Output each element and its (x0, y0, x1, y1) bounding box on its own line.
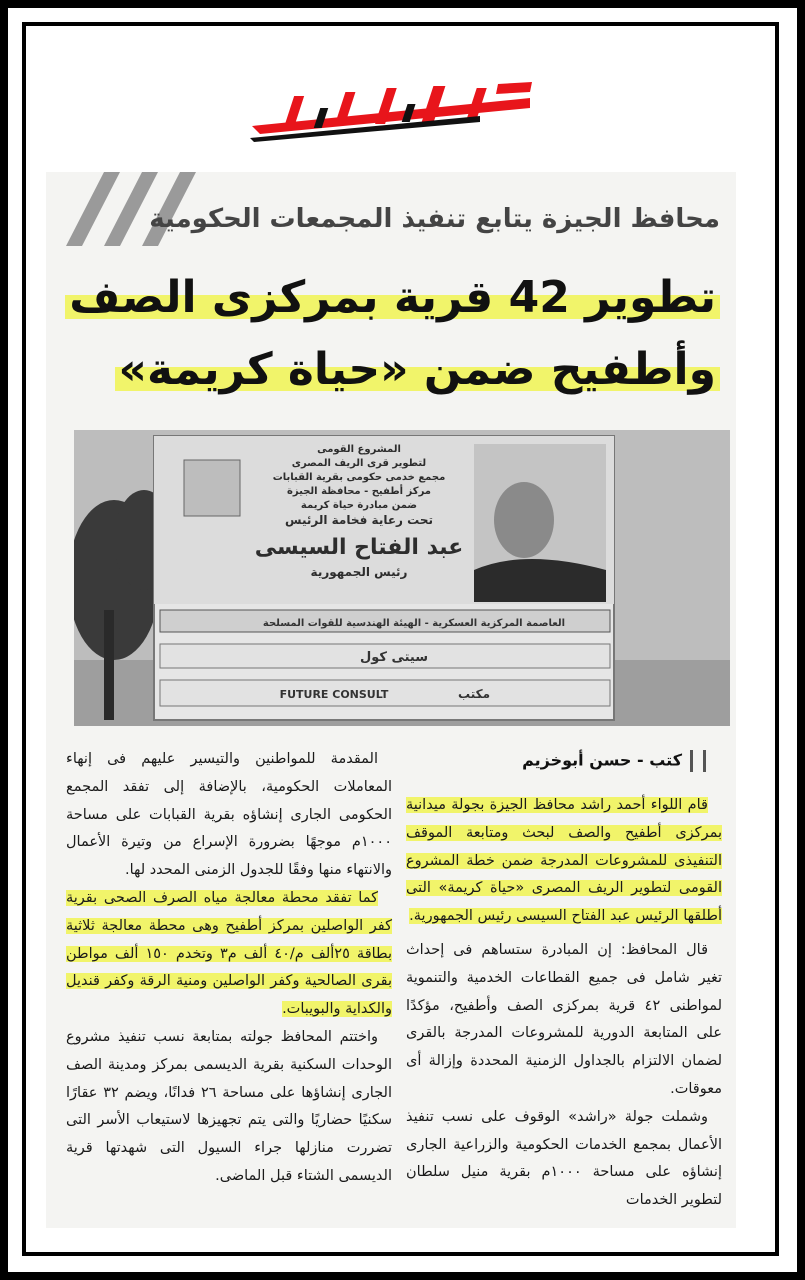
svg-text:تحت رعاية فخامة الرئيس: تحت رعاية فخامة الرئيس (285, 513, 433, 527)
svg-text:مركز أطفيح - محافظة الجيزة: مركز أطفيح - محافظة الجيزة (287, 486, 431, 497)
column-left (66, 746, 392, 1191)
paragraph: وشملت جولة «راشد» الوقوف على نسب تنفيذ الأعمال بمجمع الخدمات الحكومية والزراعية الجارى إنشاؤه على مساحة ١٠٠٠م بقرية منيل سلطان لتطوير الخدمات (406, 1108, 722, 1209)
rosaliyoussef-logo (240, 78, 540, 148)
svg-text:المشروع القومى: المشروع القومى (317, 444, 401, 455)
paragraph: كما تفقد محطة معالجة مياه الصرف الصحى بقرية كفر الواصلين بمركز أطفيح وهى محطة معالجة ثلاثية بطاقة ٢٥ألف م/٤٠ ألف م٣ وتخدم ١٥٠ ألف مواطن بقرى الصالحية وكفر الواصلين ومنية الرقة وكفر قنديل والكداية والبويبات. (66, 889, 392, 1018)
headline-line-2: وأطفيح ضمن «حياة كريمة» (60, 344, 720, 397)
paragraph: واختتم المحافظ جولته بمتابعة نسب تنفيذ مشروع الوحدات السكنية بقرية الديسمى بمركز ومدينة الصف الجارى إنشاؤها على مساحة ٢٦ فدانًا، ويضم ٣٢ عقارًا سكنيًا حضاريًا والتى يتم تجهيزها لاستيعاب الأسر التى تضررت منازلها جراء السيول التى شهدتها قرية الديسمى الشتاء قبل الماضى. (66, 1028, 393, 1184)
byline-bars-icon (690, 750, 706, 772)
headline-line-1: تطوير 42 قرية بمركزى الصف (60, 272, 720, 325)
svg-text:لتطوير قرى الريف المصرى: لتطوير قرى الريف المصرى (291, 458, 427, 469)
paragraph: قام اللواء أحمد راشد محافظ الجيزة بجولة ميدانية بمركزى أطفيح والصف لبحث ومتابعة الموقف التنفيذى للمشروعات المدرجة ضمن خطة المشروع القومى لتطوير الريف المصرى «حياة كريمة» التى أطلقها الرئيس عبد الفتاح السيسى رئيس الجمهورية. (406, 797, 722, 925)
svg-text:رئيس الجمهورية: رئيس الجمهورية (310, 565, 408, 579)
column-right (406, 792, 722, 1215)
svg-text:مجمع خدمى حكومى بقرية القبابات: مجمع خدمى حكومى بقرية القبابات (272, 472, 446, 483)
paragraph: المقدمة للمواطنين والتيسير عليهم فى إنهاء المعاملات الحكومية، بالإضافة إلى تفقد المجمع الحكومى الجارى إنشاؤه بقرية القبابات على مساحة ١٠٠٠م موجهًا بضرورة الإسراع من وتيرة الأعمال والانتهاء منها وفقًا للجدول الزمنى المحدد لها. (66, 751, 392, 879)
article-kicker: محافظ الجيزة يتابع تنفيذ المجمعات الحكومية (149, 204, 720, 234)
svg-text:ضمن مبادرة حياة كريمة: ضمن مبادرة حياة كريمة (300, 500, 418, 511)
sign-band-3: FUTURE CONSULT (279, 688, 389, 701)
sign-band-2: سيتى كول (359, 650, 429, 665)
article (46, 172, 736, 1228)
sign-band-1: العاصمة المركزية العسكرية - الهيئة الهندسية للقوات المسلحة (262, 618, 566, 629)
byline: كتب - حسن أبوخزيم (406, 750, 706, 772)
sign-band-3-ar: مكتب (457, 687, 491, 701)
article-photo (74, 430, 730, 726)
paragraph: قال المحافظ: إن المبادرة ستساهم فى إحداث تغير شامل فى جميع القطاعات الخدمية والتنموية لمواطنى ٤٢ قرية بمركزى الصف وأطفيح، مؤكدًا على المتابعة الدورية للمشروعات المدرجة بالقرى لضمان الالتزام بالجداول الزمنية المحددة وإزالة أى معوقات. (406, 941, 722, 1097)
svg-text:عبد الفتاح السيسى: عبد الفتاح السيسى (254, 535, 464, 560)
